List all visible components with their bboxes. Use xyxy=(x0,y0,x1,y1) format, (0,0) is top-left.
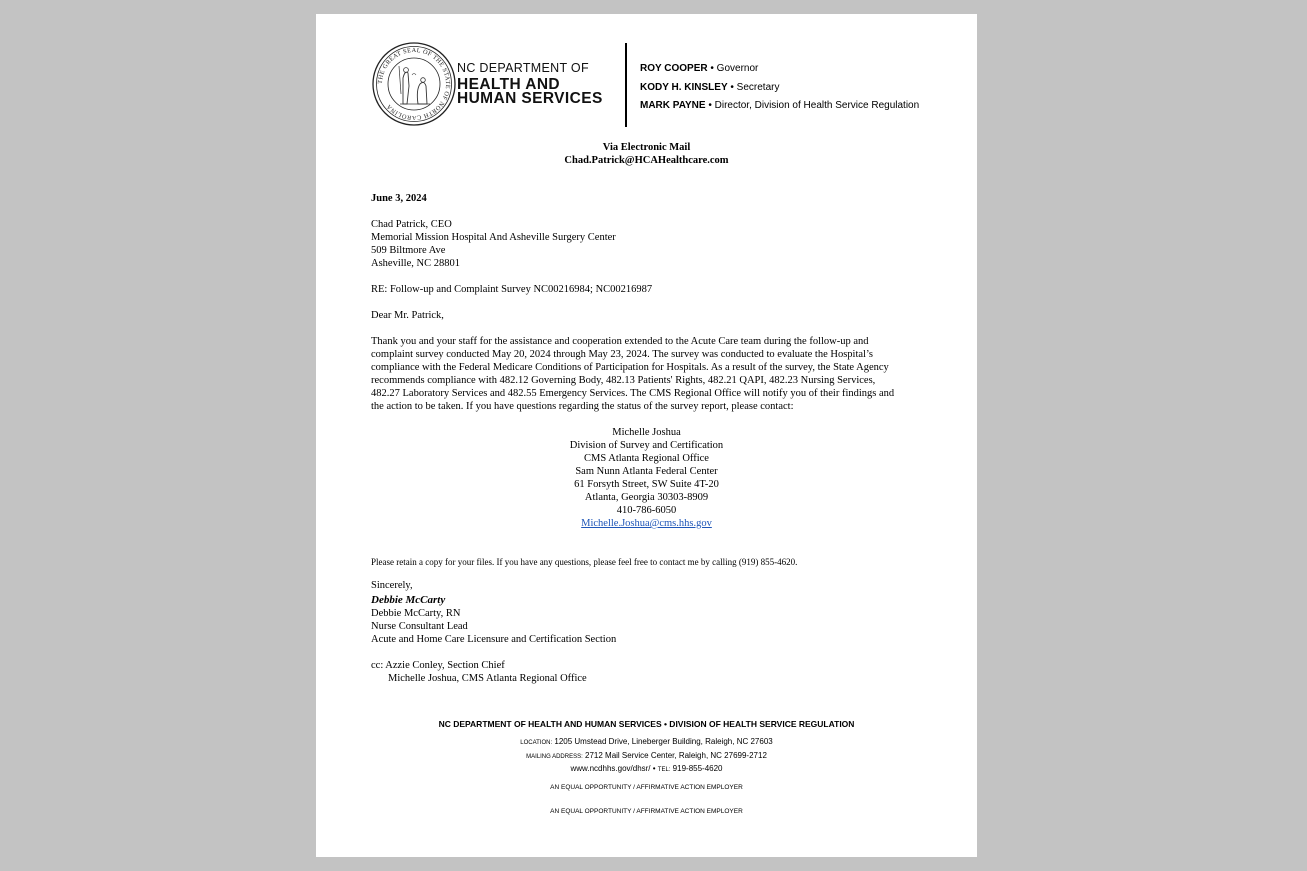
contact-email-link[interactable]: Michelle.Joshua@cms.hhs.gov xyxy=(581,518,712,529)
footer-title: NC DEPARTMENT OF HEALTH AND HUMAN SERVICES • DIVISION OF HEALTH SERVICE REGULATION xyxy=(438,719,855,729)
department-logo-text xyxy=(457,62,603,106)
letter-date: June 3, 2024 xyxy=(371,193,427,204)
official-secretary: KODY H. KINSLEY • Secretary xyxy=(640,81,780,93)
cc-line-1: cc: Azzie Conley, Section Chief xyxy=(371,660,505,671)
body-line: Thank you and your staff for the assistance and cooperation extended to the Acute Care team during the follow-up and xyxy=(371,336,869,347)
official-director: MARK PAYNE • Director, Division of Health Service Regulation xyxy=(640,100,920,111)
cc-block xyxy=(371,659,931,685)
cc-line-2: Michelle Joshua, CMS Atlanta Regional Office xyxy=(388,673,587,684)
closing: Sincerely, xyxy=(371,580,413,591)
contact-city: Atlanta, Georgia 30303-8909 xyxy=(584,492,709,503)
nc-state-seal-icon xyxy=(372,42,456,126)
contact-street: 61 Forsyth Street, SW Suite 4T-20 xyxy=(574,479,719,490)
contact-name: Michelle Joshua xyxy=(612,427,681,438)
signer-block xyxy=(371,607,931,646)
recipient-org: Memorial Mission Hospital And Asheville Surgery Center xyxy=(371,232,616,243)
recipient-address xyxy=(371,218,931,270)
footer-eoe-1: AN EQUAL OPPORTUNITY / AFFIRMATIVE ACTION EMPLOYER xyxy=(550,784,743,791)
contact-phone: 410-786-6050 xyxy=(616,505,677,516)
officials-list xyxy=(640,63,919,119)
body-paragraph xyxy=(371,335,941,413)
delivery-block xyxy=(316,141,977,167)
footer-address xyxy=(316,736,977,777)
dept-line-1: NC DEPARTMENT OF xyxy=(457,61,589,75)
recipient-city: Asheville, NC 28801 xyxy=(371,258,460,269)
signer-name: Debbie McCarty, RN xyxy=(371,608,461,619)
body-line: complaint survey conducted May 20, 2024 through May 23, 2024. The survey was conducted to evaluate the Hospital’s xyxy=(371,349,873,360)
signer-title: Nurse Consultant Lead xyxy=(371,621,468,632)
body-line: 482.27 Laboratory Services and 482.55 Emergency Services. The CMS Regional Office will notify you of their findings and xyxy=(371,388,895,399)
footer-eoe-2: AN EQUAL OPPORTUNITY / AFFIRMATIVE ACTION EMPLOYER xyxy=(550,808,743,815)
seal-text: THE GREAT SEAL OF THE STATE OF NORTH CAROLINA xyxy=(376,46,452,122)
footer-web-tel: www.ncdhhs.gov/dhsr/ • TEL: 919-855-4620 xyxy=(570,764,723,773)
signer-section: Acute and Home Care Licensure and Certification Section xyxy=(371,634,617,645)
recipient-street: 509 Biltmore Ave xyxy=(371,245,446,256)
body-line: the action to be taken. If you have questions regarding the status of the survey report, please contact: xyxy=(371,401,794,412)
contact-division: Division of Survey and Certification xyxy=(569,440,724,451)
body-line: compliance with the Federal Medicare Conditions of Participation for Hospitals. As a result of the survey, the State Agency xyxy=(371,362,889,373)
letter-page xyxy=(316,14,977,857)
footer-location: LOCATION: 1205 Umstead Drive, Lineberger Building, Raleigh, NC 27603 xyxy=(520,737,773,746)
dept-line-3: HUMAN SERVICES xyxy=(457,89,603,107)
delivery-method: Via Electronic Mail xyxy=(602,142,691,153)
dept-line-2: HEALTH AND xyxy=(457,75,561,93)
header-divider xyxy=(625,43,627,127)
contact-building: Sam Nunn Atlanta Federal Center xyxy=(575,466,718,477)
body-line: recommends compliance with 482.12 Governing Body, 482.13 Patients' Rights, 482.21 QAPI, 482.23 Nursing Services, xyxy=(371,375,876,386)
official-governor: ROY COOPER • Governor xyxy=(640,63,759,74)
footer-mailing: MAILING ADDRESS: 2712 Mail Service Center, Raleigh, NC 27699-2712 xyxy=(526,750,767,760)
contact-block xyxy=(316,426,977,530)
recipient-name: Chad Patrick, CEO xyxy=(371,219,452,230)
re-line: RE: Follow-up and Complaint Survey NC00216984; NC00216987 xyxy=(371,284,653,295)
retain-note: Please retain a copy for your files. If you have any questions, please feel free to contact me by calling (919) 855-4620. xyxy=(371,557,798,567)
delivery-email: Chad.Patrick@HCAHealthcare.com xyxy=(564,155,729,166)
signature: Debbie McCarty xyxy=(371,594,446,606)
contact-office: CMS Atlanta Regional Office xyxy=(584,453,709,464)
salutation: Dear Mr. Patrick, xyxy=(371,310,444,321)
